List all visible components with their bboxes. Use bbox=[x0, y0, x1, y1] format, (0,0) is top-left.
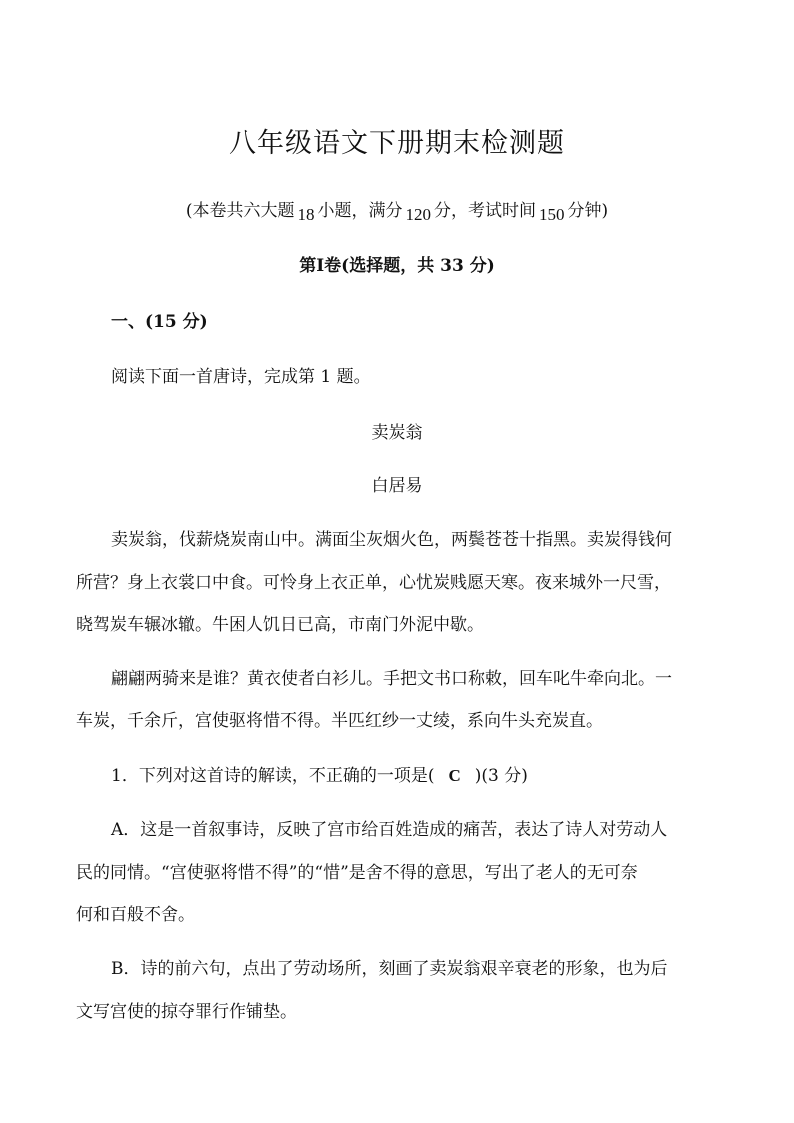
question-score: )(3 分) bbox=[474, 766, 528, 786]
question-count: 18 bbox=[297, 205, 315, 224]
poem-line: 所营？身上衣裳口中食。可怜身上衣正单，心忧炭贱愿天寒。夜来城外一尺雪， bbox=[76, 573, 671, 593]
page-title: 八年级语文下册期末检测题 bbox=[229, 128, 565, 159]
poem-author: 白居易 bbox=[371, 476, 423, 496]
exam-info bbox=[0, 198, 794, 224]
option-a-line: 何和百般不舍。 bbox=[76, 905, 195, 925]
poem-title: 卖炭翁 bbox=[371, 423, 423, 443]
poem-line: 卖炭翁，伐薪烧炭南山中。满面尘灰烟火色，两鬓苍苍十指黑。卖炭得钱何 bbox=[111, 530, 672, 550]
exam-info-text: 分钟) bbox=[567, 201, 609, 221]
poem-line: 车炭，千余斤，宫使驱将惜不得。半匹红纱一丈绫，系向牛头充炭直。 bbox=[76, 711, 603, 731]
poem-line: 晓驾炭车辗冰辙。牛困人饥日已高，市南门外泥中歇。 bbox=[76, 615, 484, 635]
section-heading: 一、(15 分) bbox=[111, 312, 208, 332]
option-b-line: B．诗的前六句，点出了劳动场所，刻画了卖炭翁艰辛衰老的形象，也为后 bbox=[111, 959, 668, 979]
exam-duration: 150 bbox=[539, 205, 565, 224]
volume-title: 第Ⅰ卷(选择题，共 33 分) bbox=[299, 256, 495, 276]
total-score: 120 bbox=[405, 205, 431, 224]
question-text: 1．下列对这首诗的解读，不正确的一项是( bbox=[111, 766, 435, 786]
exam-info-text: (本卷共六大题 bbox=[185, 201, 295, 221]
answer-letter: C bbox=[448, 766, 461, 785]
option-a-line: A．这是一首叙事诗，反映了宫市给百姓造成的痛苦，表达了诗人对劳动人 bbox=[111, 820, 668, 840]
exam-info-text: 小题，满分 bbox=[317, 201, 403, 221]
instruction-text: 阅读下面一首唐诗，完成第 1 题。 bbox=[111, 367, 371, 387]
option-a-line: 民的同情。“宫使驱将惜不得”的“惜”是舍不得的意思，写出了老人的无可奈 bbox=[76, 863, 638, 883]
question-stem bbox=[111, 764, 528, 788]
option-b-line: 文写宫使的掠夺罪行作铺垫。 bbox=[76, 1002, 297, 1022]
poem-line: 翩翩两骑来是谁？黄衣使者白衫儿。手把文书口称敕，回车叱牛牵向北。一 bbox=[111, 669, 672, 689]
exam-info-text: 分，考试时间 bbox=[434, 201, 536, 221]
